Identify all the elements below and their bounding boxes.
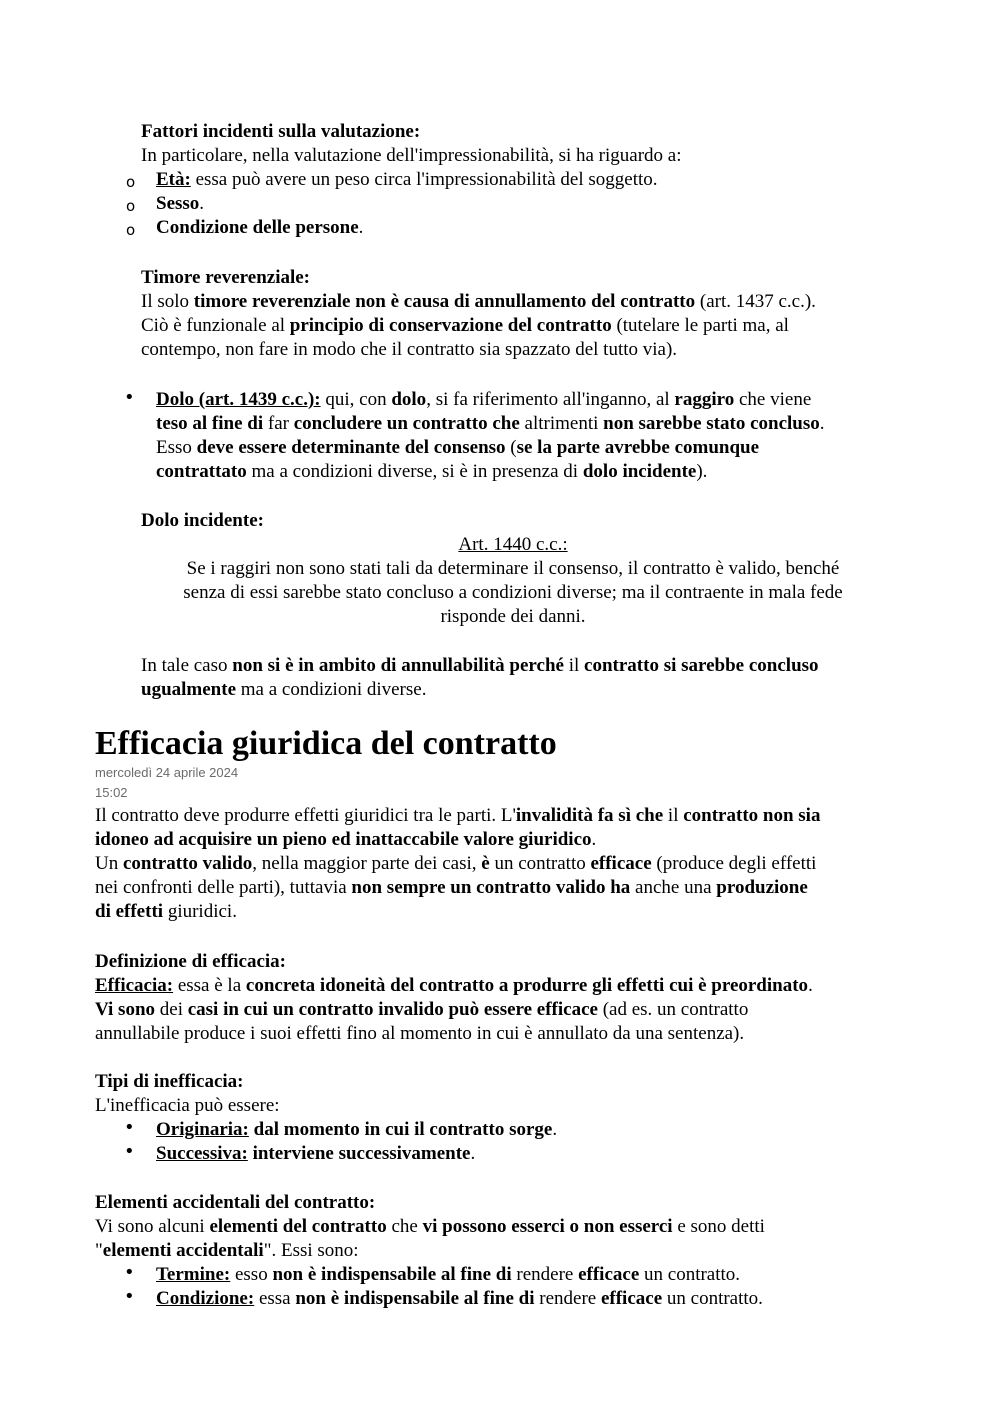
text-run: principio di conservazione del contratto — [289, 315, 612, 336]
text-run: non si è in ambito di annullabilità perché — [232, 655, 564, 676]
text-run: timore reverenziale non è causa di annullamento del contratto — [193, 291, 696, 312]
text-run: (tutelare le parti ma, al — [611, 315, 789, 336]
text-run: essa è la — [173, 975, 246, 996]
circle-bullet-icon: o — [126, 173, 136, 191]
text-run: non è indispensabile al fine di — [295, 1288, 535, 1309]
list-item-text: essa può avere un peso circa l'impressionabilità del soggetto. — [190, 169, 658, 190]
circle-bullet-icon: o — [126, 197, 136, 215]
text-run: di effetti — [95, 901, 164, 922]
page-time: 15:02 — [95, 785, 128, 800]
article-title: Art. 1440 c.c.: — [458, 534, 568, 555]
paragraph-line: annullabile produce i suoi effetti fino al momento in cui è annullato da una sentenza). — [95, 1023, 745, 1044]
section-heading: Fattori incidenti sulla valutazione: — [141, 121, 421, 142]
paragraph-line — [95, 876, 915, 900]
article-line: risponde dei danni. — [440, 606, 586, 627]
text-run: Efficacia: — [95, 975, 174, 996]
text-run: Esso — [156, 437, 197, 458]
text-run: Il contratto deve produrre effetti giuridici tra le parti. L' — [95, 805, 516, 826]
page-date: mercoledì 24 aprile 2024 — [95, 765, 239, 780]
paragraph-line — [141, 290, 921, 314]
section-tipi — [95, 1070, 915, 1118]
paragraph-line — [95, 1215, 915, 1239]
text-run: casi in cui un contratto invalido può essere efficace — [187, 999, 598, 1020]
text-run: idoneo ad acquisire un pieno ed inattaccabile valore giuridico — [95, 829, 592, 850]
text-run: , si fa riferimento all'inganno, al — [426, 389, 675, 410]
text-run: il — [563, 655, 585, 676]
text-run: . — [819, 413, 825, 434]
list-item — [156, 168, 916, 192]
paragraph-line — [95, 1239, 915, 1263]
paragraph-line — [141, 678, 921, 702]
paragraph-line — [95, 804, 915, 828]
text-run: contratto non sia — [683, 805, 821, 826]
paragraph-line — [95, 998, 915, 1022]
text-run: ( — [505, 437, 517, 458]
list-item-label: Condizione delle persone — [156, 217, 359, 238]
text-run: In tale caso — [141, 655, 233, 676]
section-fattori — [141, 120, 921, 168]
section-heading: Elementi accidentali del contratto: — [95, 1192, 376, 1213]
text-run: altrimenti — [519, 413, 604, 434]
text-run: efficace — [590, 853, 652, 874]
text-run: Dolo (art. 1439 c.c.): — [156, 389, 321, 410]
section-definizione — [95, 950, 915, 1046]
text-run: Ciò è funzionale al — [141, 315, 290, 336]
text-run: elementi del contratto — [209, 1216, 387, 1237]
list-item-text: . — [199, 193, 205, 214]
paragraph-line — [156, 412, 916, 436]
text-run: giuridici. — [163, 901, 237, 922]
paragraph-line — [95, 828, 915, 852]
text-run: . — [552, 1119, 558, 1140]
text-run: teso al fine di — [156, 413, 264, 434]
paragraph-line — [156, 436, 916, 460]
list-item-text: . — [358, 217, 364, 238]
text-run: ma a condizioni diverse, si è in presenza di — [246, 461, 583, 482]
paragraph-line — [156, 388, 916, 412]
section-dolo-incidente — [141, 509, 921, 533]
circle-bullet-icon: o — [126, 221, 136, 239]
paragraph-line — [141, 314, 921, 338]
bullet-icon: • — [124, 1141, 135, 1162]
bullet-icon: • — [124, 387, 135, 408]
text-run: elementi accidentali — [102, 1240, 264, 1261]
text-run: Un — [95, 853, 123, 874]
bullet-icon: • — [124, 1262, 135, 1283]
text-run: ma a condizioni diverse. — [236, 679, 427, 700]
text-run: concreta idoneità del contratto a produrre gli effetti cui è preordinato — [245, 975, 809, 996]
text-run: far — [263, 413, 294, 434]
text-run: ugualmente — [141, 679, 236, 700]
text-run: non sarebbe stato concluso — [603, 413, 820, 434]
text-run: raggiro — [674, 389, 735, 410]
list-item-label: Termine: — [156, 1264, 231, 1285]
text-run: Vi sono — [95, 999, 156, 1020]
page-title: Efficacia giuridica del contratto — [95, 725, 557, 762]
text-run: anche una — [630, 877, 717, 898]
section-timore — [141, 266, 921, 362]
text-run: vi possono esserci o non esserci — [422, 1216, 673, 1237]
text-run: . — [591, 829, 597, 850]
text-run: , nella maggior parte dei casi, — [252, 853, 482, 874]
bullet-icon: • — [124, 1117, 135, 1138]
list-item-label: Originaria: — [156, 1119, 249, 1140]
text-run: essa — [254, 1288, 296, 1309]
text-run: nei confronti delle parti), tuttavia — [95, 877, 352, 898]
text-run: (art. 1437 c.c.). — [695, 291, 816, 312]
text-run: se la parte avrebbe comunque — [516, 437, 760, 458]
text-run: che — [386, 1216, 423, 1237]
list-item-label: Età: — [156, 169, 191, 190]
text-run: produzione — [716, 877, 808, 898]
paragraph-line — [141, 654, 921, 678]
paragraph-line: L'inefficacia può essere: — [95, 1095, 280, 1116]
list-item — [156, 1118, 916, 1142]
text-run: è — [481, 853, 490, 874]
text-run: concludere un contratto che — [293, 413, 520, 434]
paragraph-line: In particolare, nella valutazione dell'impressionabilità, si ha riguardo a: — [141, 145, 682, 166]
text-run: un contratto. — [639, 1264, 741, 1285]
text-run: e sono detti — [672, 1216, 765, 1237]
list-item — [156, 192, 916, 216]
bullet-icon: • — [124, 1286, 135, 1307]
list-item — [156, 1287, 916, 1311]
text-run: non è indispensabile al fine di — [272, 1264, 512, 1285]
paragraph-line — [95, 852, 915, 876]
list-item-text: interviene successivamente — [247, 1143, 471, 1164]
text-run: efficace — [600, 1288, 663, 1309]
article-quote — [141, 533, 885, 629]
list-item-label: Condizione: — [156, 1288, 255, 1309]
text-run: dei — [155, 999, 188, 1020]
section-heading: Timore reverenziale: — [141, 267, 311, 288]
text-run: un contratto. — [662, 1288, 763, 1309]
text-run: " — [95, 1240, 103, 1261]
list-item-label: Sesso — [156, 193, 200, 214]
section-heading: Definizione di efficacia: — [95, 951, 287, 972]
list-item — [156, 1263, 916, 1287]
section-heading: Dolo incidente: — [141, 510, 264, 531]
text-run: . — [470, 1143, 476, 1164]
text-run: . — [808, 975, 813, 996]
text-run: efficace — [578, 1264, 640, 1285]
text-run: che viene — [734, 389, 812, 410]
intro-paragraph — [95, 804, 915, 924]
text-run: contrattato — [156, 461, 247, 482]
section-heading: Tipi di inefficacia: — [95, 1071, 244, 1092]
text-run: Il solo — [141, 291, 194, 312]
text-run: rendere — [534, 1288, 601, 1309]
paragraph-line: contempo, non fare in modo che il contratto sia spazzato del tutto via). — [141, 339, 678, 360]
text-run: qui, con — [320, 389, 392, 410]
text-run: il — [663, 805, 684, 826]
text-run: contratto valido — [122, 853, 253, 874]
article-line: senza di essi sarebbe stato concluso a condizioni diverse; ma il contraente in mala fede — [183, 582, 843, 603]
paragraph — [141, 654, 921, 702]
list-item-text: dal momento in cui il contratto sorge — [248, 1119, 553, 1140]
list-item — [156, 1142, 916, 1166]
paragraph-line — [156, 460, 916, 484]
article-line: Se i raggiri non sono stati tali da determinare il consenso, il contratto è valido, benché — [186, 558, 840, 579]
section-elementi — [95, 1191, 915, 1263]
text-run: non sempre un contratto valido ha — [351, 877, 631, 898]
text-run: dolo incidente — [582, 461, 697, 482]
paragraph-line — [95, 900, 915, 924]
paragraph-line — [95, 974, 915, 998]
text-run: invalidità fa sì che — [515, 805, 664, 826]
text-run: (ad es. un contratto — [597, 999, 749, 1020]
text-run: esso — [230, 1264, 273, 1285]
text-run: dolo — [391, 389, 427, 410]
list-item — [156, 216, 916, 240]
text-run: rendere — [511, 1264, 579, 1285]
text-run: deve essere determinante del consenso — [196, 437, 506, 458]
text-run: (produce degli effetti — [651, 853, 817, 874]
text-run: un contratto — [489, 853, 591, 874]
text-run: contratto si sarebbe concluso — [584, 655, 819, 676]
section-dolo — [156, 388, 916, 484]
list-item-label: Successiva: — [156, 1143, 248, 1164]
text-run: ). — [696, 461, 708, 482]
text-run: Vi sono alcuni — [95, 1216, 210, 1237]
text-run: ". Essi sono: — [263, 1240, 359, 1261]
